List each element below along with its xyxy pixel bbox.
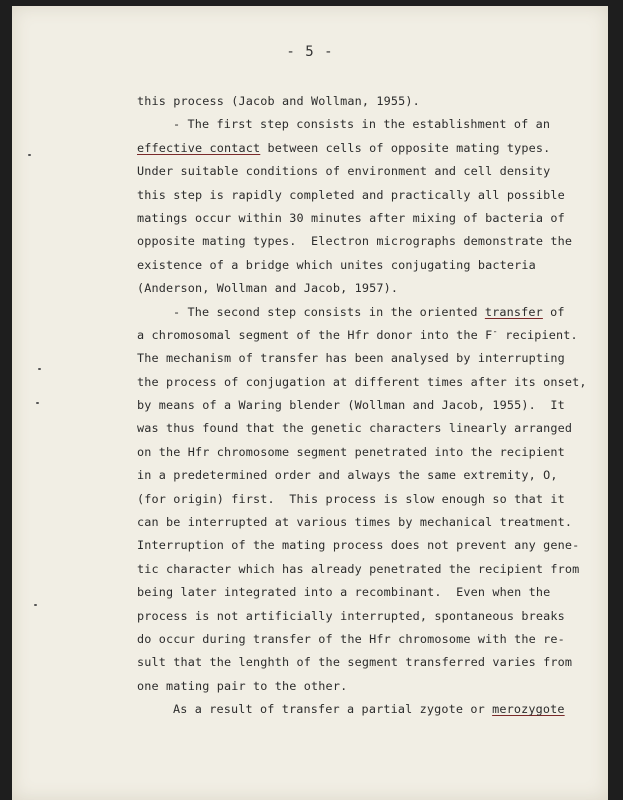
text-span: As a result of transfer a partial zygote or <box>173 702 493 717</box>
text-span: of <box>542 304 565 319</box>
text-span: sult that the lenghth of the segment transferred varies from <box>137 655 573 670</box>
text-span: opposite mating types. Electron micrographs demonstrate the <box>137 234 573 249</box>
body-text <box>137 90 597 722</box>
text-line <box>137 581 597 604</box>
text-span: in a predetermined order and always the same extremity, O, <box>137 468 558 483</box>
text-span: Under suitable conditions of environment and cell density <box>137 164 551 179</box>
text-line <box>137 90 597 113</box>
text-line <box>137 371 597 394</box>
text-line <box>137 698 597 721</box>
text-span: this step is rapidly completed and practically all possible <box>137 187 565 202</box>
text-span: on the Hfr chromosome segment penetrated into the recipient <box>137 444 565 459</box>
text-span: - <box>492 326 498 337</box>
text-line <box>137 301 597 324</box>
text-line <box>137 113 597 136</box>
text-line <box>137 254 597 277</box>
text-span: - The second step consists in the oriented <box>173 304 485 319</box>
underlined-term: merozygote <box>492 702 565 717</box>
text-span: Interruption of the mating process does not prevent any gene- <box>137 538 580 553</box>
text-span: can be interrupted at various times by mechanical treatment. <box>137 515 573 530</box>
text-span: existence of a bridge which unites conjugating bacteria <box>137 257 536 272</box>
text-span: tic character which has already penetrated the recipient from <box>137 561 580 576</box>
text-line <box>137 417 597 440</box>
text-span: between cells of opposite mating types. <box>260 140 551 155</box>
underlined-term: effective contact <box>137 140 261 155</box>
text-span: the process of conjugation at different times after its onset, <box>137 374 587 389</box>
text-line <box>137 675 597 698</box>
margin-mark <box>34 604 37 606</box>
text-line <box>137 651 597 674</box>
text-line <box>137 628 597 651</box>
margin-mark <box>38 368 41 370</box>
text-line <box>137 230 597 253</box>
text-line <box>137 441 597 464</box>
text-line <box>137 534 597 557</box>
text-line <box>137 160 597 183</box>
text-line <box>137 207 597 230</box>
margin-mark <box>36 402 39 404</box>
text-span: was thus found that the genetic characters linearly arranged <box>137 421 573 436</box>
text-span: by means of a Waring blender (Wollman and Jacob, 1955). It <box>137 398 565 413</box>
text-span: The mechanism of transfer has been analysed by interrupting <box>137 351 565 366</box>
text-span: one mating pair to the other. <box>137 678 348 693</box>
text-span: (Anderson, Wollman and Jacob, 1957). <box>137 281 399 296</box>
margin-mark <box>28 154 31 156</box>
text-line <box>137 605 597 628</box>
text-line <box>137 394 597 417</box>
text-line <box>137 488 597 511</box>
text-line <box>137 324 597 347</box>
text-span: do occur during transfer of the Hfr chromosome with the re- <box>137 631 565 646</box>
text-line <box>137 558 597 581</box>
text-span: being later integrated into a recombinant. Even when the <box>137 585 551 600</box>
text-span: matings occur within 30 minutes after mixing of bacteria of <box>137 210 565 225</box>
text-line <box>137 347 597 370</box>
underlined-term: transfer <box>484 304 543 319</box>
text-span: this process (Jacob and Wollman, 1955). <box>137 94 420 108</box>
text-line <box>137 464 597 487</box>
text-span: (for origin) first. This process is slow enough so that it <box>137 491 565 506</box>
text-span: - The first step consists in the establishment of an <box>173 117 551 132</box>
text-span: a chromosomal segment of the Hfr donor into the F <box>137 327 493 342</box>
document-page <box>12 6 608 800</box>
text-line <box>137 277 597 300</box>
text-line <box>137 184 597 207</box>
text-line <box>137 511 597 534</box>
text-span: recipient. <box>497 327 578 342</box>
text-span: process is not artificially interrupted, spontaneous breaks <box>137 608 565 623</box>
text-line <box>137 137 597 160</box>
page-number: - 5 - <box>286 44 334 60</box>
